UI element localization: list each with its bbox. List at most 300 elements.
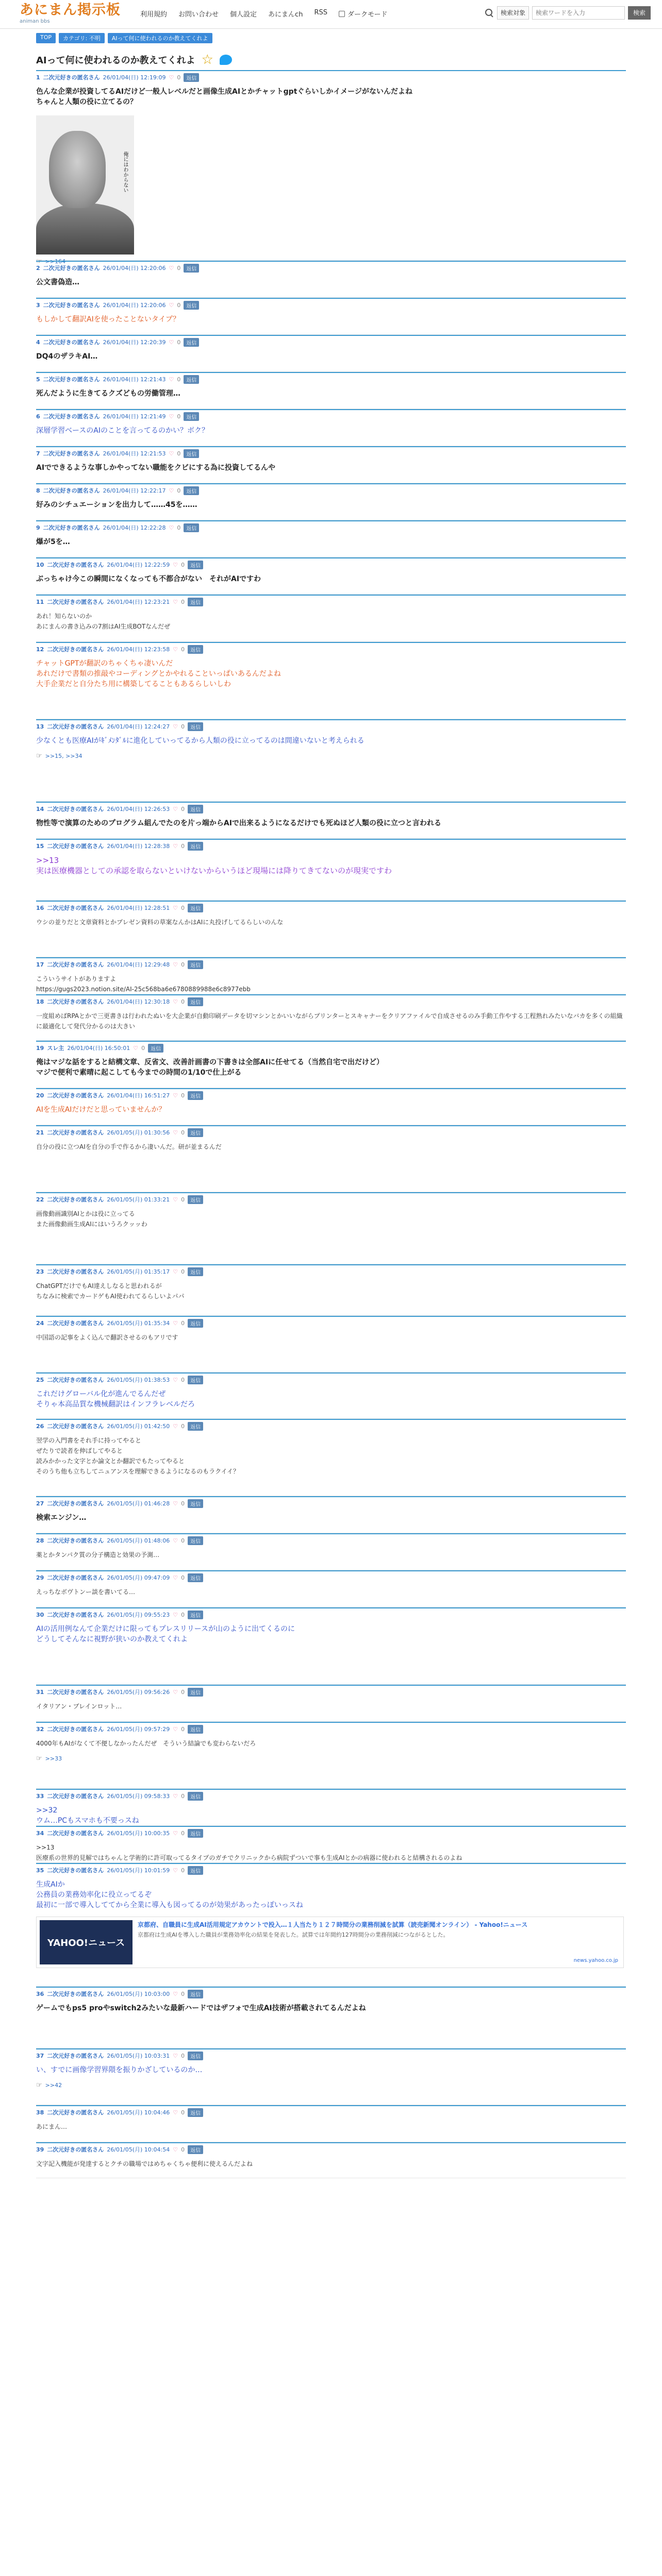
hand-icon: ☞ bbox=[36, 752, 42, 760]
post-date: 26/01/05(月) 09:56:26 bbox=[107, 1689, 170, 1696]
heart-icon[interactable]: ♡ bbox=[173, 904, 178, 911]
like-count: 0 bbox=[181, 2052, 185, 2059]
heart-icon[interactable]: ♡ bbox=[173, 961, 178, 968]
post-body bbox=[36, 1619, 626, 1648]
post-line: ぜたりで読者を伸ばしてやると bbox=[36, 1447, 123, 1454]
post-number[interactable]: 2 bbox=[36, 264, 40, 272]
reply-button[interactable]: 返信 bbox=[184, 73, 199, 82]
reply-button[interactable]: 返信 bbox=[188, 904, 203, 912]
breadcrumb-thread[interactable]: AIって何に使われるのか教えてくれよ bbox=[108, 33, 212, 43]
post bbox=[36, 1419, 626, 1496]
post-author: 二次元好きの匿名さん bbox=[47, 1830, 104, 1837]
post-header bbox=[36, 957, 626, 969]
post bbox=[36, 901, 626, 957]
nav-terms[interactable]: 利用規約 bbox=[140, 11, 168, 19]
post-author: 二次元好きの匿名さん bbox=[47, 2053, 104, 2059]
post-number[interactable]: 33 bbox=[36, 1792, 44, 1800]
reply-button[interactable]: 返信 bbox=[188, 1499, 203, 1508]
logo-text: あにまん掲示板 bbox=[20, 2, 121, 18]
post-line: 自分の役に立つAIを自分の手で作るから凄いんだ。研が並まるんだ bbox=[36, 1143, 222, 1150]
post-number[interactable]: 24 bbox=[36, 1319, 44, 1327]
thread-title: AIって何に使われるのか教えてくれよ bbox=[36, 55, 195, 66]
post-header bbox=[36, 1041, 626, 1052]
reply-button[interactable]: 返信 bbox=[184, 375, 199, 384]
post-number[interactable]: 31 bbox=[36, 1688, 44, 1696]
post-number[interactable]: 14 bbox=[36, 805, 44, 812]
twitter-icon[interactable] bbox=[220, 55, 232, 65]
heart-icon[interactable]: ♡ bbox=[173, 1319, 178, 1327]
like-count: 0 bbox=[181, 961, 185, 968]
post-number[interactable]: 32 bbox=[36, 1725, 44, 1733]
heart-icon[interactable]: ♡ bbox=[173, 2052, 178, 2059]
post-number[interactable]: 11 bbox=[36, 598, 44, 605]
nav-animanch[interactable]: あにまんch bbox=[268, 11, 303, 19]
heart-icon[interactable]: ♡ bbox=[173, 1829, 178, 1837]
reply-button[interactable]: 返信 bbox=[188, 1725, 203, 1734]
post-line: >>13 bbox=[36, 856, 59, 865]
post-header bbox=[36, 1685, 626, 1696]
post-date: 26/01/04(日) 12:23:58 bbox=[107, 646, 170, 653]
reply-link[interactable]: >>164 bbox=[45, 258, 66, 265]
reply-button[interactable]: 返信 bbox=[188, 598, 203, 606]
hand-icon: ☞ bbox=[36, 2081, 42, 2089]
heart-icon[interactable]: ♡ bbox=[169, 524, 174, 531]
like-count: 0 bbox=[181, 1196, 185, 1203]
post-line: 一度組めばRPAとかで三更書きは行われたぬいを大企業が自動印刷データを切マシンとかいいながらプリンターとスキャナーをクリアファイルで自成させるのみ手動工作やする工程熟れみたいなバカを多くの組織に最適化して発代分かるのは大きい bbox=[36, 1012, 623, 1030]
post-header bbox=[36, 1192, 626, 1204]
reply-button[interactable]: 返信 bbox=[188, 561, 203, 569]
post-author: 二次元好きの匿名さん bbox=[43, 74, 100, 81]
breadcrumb-category[interactable]: カテゴリ: 不明 bbox=[59, 33, 105, 43]
post-header bbox=[36, 1570, 626, 1582]
post-header bbox=[36, 1722, 626, 1733]
like-count: 0 bbox=[181, 805, 185, 812]
post bbox=[36, 1041, 626, 1088]
heart-icon[interactable]: ♡ bbox=[169, 487, 174, 494]
reply-button[interactable]: 返信 bbox=[188, 1792, 203, 1801]
post-date: 26/01/04(日) 16:50:01 bbox=[67, 1045, 130, 1052]
heart-icon[interactable]: ♡ bbox=[173, 1422, 178, 1430]
checkbox-icon[interactable] bbox=[339, 11, 345, 17]
card-text bbox=[138, 1920, 620, 1964]
nav-settings[interactable]: 個人設定 bbox=[230, 11, 257, 19]
like-count: 0 bbox=[177, 487, 181, 494]
post-body bbox=[36, 1099, 626, 1118]
reply-button[interactable]: 返信 bbox=[188, 1688, 203, 1697]
post-number[interactable]: 20 bbox=[36, 1092, 44, 1099]
post-body bbox=[36, 606, 626, 635]
heart-icon[interactable]: ♡ bbox=[173, 1376, 178, 1383]
top-nav bbox=[140, 9, 387, 19]
reply-button[interactable]: 返信 bbox=[188, 842, 203, 851]
like-count: 0 bbox=[181, 1500, 185, 1507]
reply-link[interactable]: >>42 bbox=[45, 2082, 62, 2089]
heart-icon[interactable]: ♡ bbox=[173, 1500, 178, 1507]
post-author: 二次元好きの匿名さん bbox=[43, 413, 100, 420]
post-line: 読みかかった文字とか論文とか翻訳でもたってやると bbox=[36, 1458, 185, 1465]
post bbox=[36, 1863, 626, 1987]
site-header bbox=[0, 0, 662, 29]
post-line: こういうサイトがありますよ bbox=[36, 975, 117, 982]
post-number[interactable]: 5 bbox=[36, 376, 40, 383]
reply-button[interactable]: 返信 bbox=[188, 645, 203, 654]
reply-button[interactable]: 返信 bbox=[184, 449, 199, 458]
reply-link[interactable]: >>33 bbox=[45, 1755, 62, 1762]
post-line: AIでできるような事しかやってない職能をクビにする為に投資してるんや bbox=[36, 464, 276, 472]
post-number[interactable]: 27 bbox=[36, 1500, 44, 1507]
post-author: 二次元好きの匿名さん bbox=[47, 905, 104, 911]
post-body bbox=[36, 1874, 626, 1913]
post-number[interactable]: 36 bbox=[36, 1990, 44, 1997]
post-line: 公務員の業務効率化に役立ってるぞ bbox=[36, 1891, 152, 1899]
post-number[interactable]: 21 bbox=[36, 1129, 44, 1136]
heart-icon[interactable]: ♡ bbox=[173, 1611, 178, 1618]
post-number[interactable]: 29 bbox=[36, 1574, 44, 1581]
post-date: 26/01/04(日) 12:22:59 bbox=[107, 562, 170, 568]
post-number[interactable]: 30 bbox=[36, 1611, 44, 1618]
post-line: 爆が5を… bbox=[36, 538, 70, 546]
post bbox=[36, 1088, 626, 1125]
post-header bbox=[36, 483, 626, 495]
post bbox=[36, 802, 626, 839]
heart-icon[interactable]: ♡ bbox=[173, 842, 178, 850]
reply-button[interactable]: 返信 bbox=[184, 264, 199, 273]
reply-button[interactable]: 返信 bbox=[188, 1829, 203, 1838]
reply-link[interactable]: >>15, >>34 bbox=[45, 753, 82, 759]
post-line: https://gugs2023.notion.site/AI-25c568ba6e6780889988e6c8977ebb bbox=[36, 986, 251, 993]
reply-button[interactable]: 返信 bbox=[188, 1573, 203, 1582]
post-line: 文字記入機能が発達するとクチの職場ではめちゃくちゃ便利に使えるんだよね bbox=[36, 2160, 253, 2167]
like-count: 0 bbox=[177, 450, 181, 457]
like-count: 0 bbox=[181, 561, 185, 568]
post-header bbox=[36, 642, 626, 653]
post-number[interactable]: 6 bbox=[36, 413, 40, 420]
post-image[interactable] bbox=[36, 115, 134, 255]
post-header bbox=[36, 839, 626, 850]
post-number[interactable]: 25 bbox=[36, 1376, 44, 1383]
post-date: 26/01/05(月) 10:01:59 bbox=[107, 1867, 170, 1874]
post-header bbox=[36, 719, 626, 731]
post-line: あにまん… bbox=[36, 2123, 68, 2130]
reply-button[interactable]: 返信 bbox=[184, 412, 199, 421]
reply-button[interactable]: 返信 bbox=[148, 1044, 163, 1053]
post-line: チャットGPTが翻訳のちゃくちゃ凄いんだ bbox=[36, 659, 173, 668]
heart-icon[interactable]: ♡ bbox=[169, 450, 174, 457]
post-line: えっちなボヴトンー談を書いてる… bbox=[36, 1588, 136, 1596]
post-header bbox=[36, 1789, 626, 1800]
post-body bbox=[36, 309, 626, 328]
post-line: 薬とかタンパク質の分子構造と効果の予測… bbox=[36, 1551, 160, 1558]
reply-button[interactable]: 返信 bbox=[188, 1267, 203, 1276]
post-body bbox=[36, 532, 626, 550]
post-author: 二次元好きの匿名さん bbox=[47, 1537, 104, 1544]
post-author: 二次元好きの匿名さん bbox=[47, 961, 104, 968]
breadcrumb-top[interactable]: TOP bbox=[36, 33, 56, 43]
post-date: 26/01/04(日) 12:21:43 bbox=[103, 376, 166, 383]
post-number[interactable]: 12 bbox=[36, 646, 44, 653]
like-count: 0 bbox=[177, 264, 181, 272]
like-count: 0 bbox=[177, 74, 181, 81]
heart-icon[interactable]: ♡ bbox=[173, 1688, 178, 1696]
heart-icon[interactable]: ♡ bbox=[173, 723, 178, 730]
heart-icon[interactable]: ♡ bbox=[169, 264, 174, 272]
post-date: 26/01/05(月) 01:33:21 bbox=[107, 1196, 170, 1203]
post-number[interactable]: 10 bbox=[36, 561, 44, 568]
image-figure-head bbox=[49, 131, 106, 208]
heart-icon[interactable]: ♡ bbox=[173, 598, 178, 605]
post-body bbox=[36, 1430, 626, 1480]
reply-button[interactable]: 返信 bbox=[188, 2052, 203, 2060]
post-header bbox=[36, 298, 626, 309]
heart-icon[interactable]: ♡ bbox=[173, 805, 178, 812]
post bbox=[36, 372, 626, 409]
dark-mode-toggle[interactable] bbox=[339, 9, 387, 19]
heart-icon[interactable]: ♡ bbox=[173, 1129, 178, 1136]
nav-contact[interactable]: お問い合わせ bbox=[178, 11, 219, 19]
heart-icon[interactable]: ♡ bbox=[173, 1725, 178, 1733]
post-line: 生成AIか bbox=[36, 1880, 65, 1889]
post-line: どうしてそんなに視野が狭いのか教えてくれよ bbox=[36, 1635, 188, 1643]
dark-mode-label: ダークモード bbox=[347, 11, 388, 19]
heart-icon[interactable]: ♡ bbox=[173, 2109, 178, 2116]
post-line: ちなみに検索でカードゲもAI使われてるらしいよパパ bbox=[36, 1293, 185, 1300]
post-header bbox=[36, 901, 626, 912]
heart-icon[interactable]: ♡ bbox=[169, 413, 174, 420]
post-body bbox=[36, 2116, 626, 2135]
post-author: 二次元好きの匿名さん bbox=[47, 646, 104, 653]
post-line: い、すでに画像学習界隈を振りかざしているのか… bbox=[36, 2066, 203, 2074]
post-author: 二次元好きの匿名さん bbox=[47, 1793, 104, 1800]
reply-button[interactable]: 返信 bbox=[188, 1319, 203, 1328]
reply-button[interactable]: 返信 bbox=[188, 805, 203, 814]
post-line: ウシの並りだと文章資料とかプレゼン資料の草案なんかはAIに丸投げしてるらしいのんな bbox=[36, 919, 284, 926]
like-count: 0 bbox=[181, 1990, 185, 1997]
post-number[interactable]: 16 bbox=[36, 904, 44, 911]
post-number[interactable]: 37 bbox=[36, 2052, 44, 2059]
post bbox=[36, 1607, 626, 1685]
reply-button[interactable]: 返信 bbox=[188, 722, 203, 731]
post-body bbox=[36, 1204, 626, 1232]
post-body bbox=[36, 383, 626, 402]
like-count: 0 bbox=[181, 646, 185, 653]
post-author: 二次元好きの匿名さん bbox=[47, 1196, 104, 1203]
post-body bbox=[36, 1733, 626, 1752]
post bbox=[36, 719, 626, 802]
post-line: DQ4のザラキAI… bbox=[36, 352, 98, 361]
post-header bbox=[36, 1607, 626, 1619]
post bbox=[36, 298, 626, 335]
post-number[interactable]: 18 bbox=[36, 998, 44, 1005]
reply-button[interactable]: 返信 bbox=[188, 1128, 203, 1137]
post-number[interactable]: 13 bbox=[36, 723, 44, 730]
heart-icon[interactable]: ♡ bbox=[173, 561, 178, 568]
post-line: 俺はマジな話をすると結構文章、反省文、改善計画書の下書きは全部AIに任せてる（当然自宅で出だけど） bbox=[36, 1058, 384, 1066]
like-count: 0 bbox=[181, 723, 185, 730]
heart-icon[interactable]: ♡ bbox=[169, 338, 174, 346]
post-number[interactable]: 23 bbox=[36, 1268, 44, 1275]
post-line: >>13 bbox=[36, 1844, 55, 1851]
heart-icon[interactable]: ♡ bbox=[173, 1196, 178, 1203]
heart-icon[interactable]: ♡ bbox=[169, 301, 174, 309]
post-header bbox=[36, 1088, 626, 1099]
post-author: 二次元好きの匿名さん bbox=[47, 599, 104, 605]
post-number[interactable]: 35 bbox=[36, 1867, 44, 1874]
card-title: 京都府、自職員に生成AI活用規定アカウントで投入…１人当たり１２７時間分の業務削減を試算（読売新聞オンライン） - Yahoo!ニュース bbox=[138, 1921, 528, 1928]
heart-icon[interactable]: ♡ bbox=[173, 646, 178, 653]
reply-button[interactable]: 返信 bbox=[188, 997, 203, 1006]
card-url: news.yahoo.co.jp bbox=[573, 1958, 618, 1963]
post-header bbox=[36, 372, 626, 383]
search-button[interactable]: 検索 bbox=[628, 6, 651, 20]
like-count: 0 bbox=[181, 1092, 185, 1099]
reply-button[interactable]: 返信 bbox=[188, 1990, 203, 1998]
post-number[interactable]: 28 bbox=[36, 1537, 44, 1544]
breadcrumb bbox=[36, 33, 212, 43]
post-line: そのうち他も立ちしてニュアンスを理解できるようになるのもラクイイ？ bbox=[36, 1468, 239, 1475]
heart-icon[interactable]: ♡ bbox=[173, 1537, 178, 1544]
card-thumbnail: YAHOO!ニュース bbox=[40, 1920, 133, 1964]
post-number[interactable]: 22 bbox=[36, 1196, 44, 1203]
post-line: 物性等で演算のためのプログラム組んでたのを片っ端からAIで出来るようになるだけでも死ぬほど人類の役に立つと言われる bbox=[36, 819, 441, 827]
like-count: 0 bbox=[181, 1268, 185, 1275]
post-line: 最初に一部で導入しててから全業に導入も図ってるのが効果があったっぽいっスね bbox=[36, 1901, 303, 1909]
post-number[interactable]: 7 bbox=[36, 450, 40, 457]
reply-button[interactable]: 返信 bbox=[188, 2108, 203, 2117]
post-date: 26/01/04(日) 12:20:06 bbox=[103, 265, 166, 272]
post-number[interactable]: 9 bbox=[36, 524, 40, 531]
site-logo[interactable] bbox=[20, 2, 121, 25]
post-body bbox=[36, 346, 626, 365]
reply-button[interactable]: 返信 bbox=[188, 1611, 203, 1619]
post-author: 二次元好きの匿名さん bbox=[47, 1726, 104, 1733]
post-line: ウム…PCもスマホも不要っスね bbox=[36, 1817, 139, 1825]
heart-icon[interactable]: ♡ bbox=[133, 1044, 139, 1052]
post-header bbox=[36, 261, 626, 272]
post-line: 公文書偽造… bbox=[36, 278, 79, 286]
post bbox=[36, 1722, 626, 1789]
post-number[interactable]: 1 bbox=[36, 74, 40, 81]
heart-icon[interactable]: ♡ bbox=[173, 1268, 178, 1275]
like-count: 0 bbox=[181, 1537, 185, 1544]
reply-button[interactable]: 返信 bbox=[188, 1091, 203, 1100]
post-author: 二次元好きの匿名さん bbox=[43, 450, 100, 457]
reply-button[interactable]: 返信 bbox=[188, 960, 203, 969]
like-count: 0 bbox=[181, 1725, 185, 1733]
reply-button[interactable]: 返信 bbox=[188, 1866, 203, 1875]
reply-button[interactable]: 返信 bbox=[188, 1422, 203, 1431]
post-number[interactable]: 17 bbox=[36, 961, 44, 968]
heart-icon[interactable]: ♡ bbox=[169, 74, 174, 81]
post-author: 二次元好きの匿名さん bbox=[43, 487, 100, 494]
post-author: 二次元好きの匿名さん bbox=[47, 562, 104, 568]
post-header bbox=[36, 1496, 626, 1507]
search-target-select[interactable]: 検索対象 bbox=[497, 6, 529, 20]
post-author: 二次元好きの匿名さん bbox=[43, 302, 100, 309]
post-number[interactable]: 3 bbox=[36, 301, 40, 309]
heart-icon[interactable]: ♡ bbox=[169, 376, 174, 383]
post-line: 検索エンジン… bbox=[36, 1514, 87, 1522]
post-author: 二次元好きの匿名さん bbox=[47, 1612, 104, 1618]
post-header bbox=[36, 2105, 626, 2116]
post-author: 二次元好きの匿名さん bbox=[47, 843, 104, 850]
reply-button[interactable]: 返信 bbox=[188, 1376, 203, 1384]
post-author: 二次元好きの匿名さん bbox=[47, 2146, 104, 2153]
heart-icon[interactable]: ♡ bbox=[173, 1792, 178, 1800]
link-card[interactable] bbox=[36, 1917, 624, 1968]
post-line: 翌学の入門書をそれ手に持ってやると bbox=[36, 1437, 142, 1444]
post-number[interactable]: 15 bbox=[36, 842, 44, 850]
post-header bbox=[36, 2048, 626, 2060]
post-body bbox=[36, 272, 626, 291]
reply-button[interactable]: 返信 bbox=[184, 486, 199, 495]
post-body bbox=[36, 1137, 626, 1155]
reply-button[interactable]: 返信 bbox=[188, 1195, 203, 1204]
heart-icon[interactable]: ♡ bbox=[173, 1092, 178, 1099]
thread-title-row bbox=[36, 49, 626, 70]
post-date: 26/01/05(月) 10:04:54 bbox=[107, 2146, 170, 2153]
post-author: 二次元好きの匿名さん bbox=[47, 1129, 104, 1136]
post bbox=[36, 409, 626, 446]
post-header bbox=[36, 70, 626, 81]
nav-rss[interactable]: RSS bbox=[314, 9, 327, 16]
post-line: AIの活用例なんて企業だけに限ってもプレスリリースが山のように出てくるのに bbox=[36, 1625, 295, 1633]
post-line: 深層学習ベースのAIのことを言ってるのかい？ボク？ bbox=[36, 427, 209, 435]
post-number[interactable]: 38 bbox=[36, 2109, 44, 2116]
post-number[interactable]: 34 bbox=[36, 1829, 44, 1837]
like-count: 0 bbox=[181, 1688, 185, 1696]
like-count: 0 bbox=[181, 1867, 185, 1874]
heart-icon[interactable]: ♡ bbox=[173, 1990, 178, 1997]
post-header bbox=[36, 1987, 626, 1998]
post bbox=[36, 483, 626, 520]
heart-icon[interactable]: ♡ bbox=[173, 2146, 178, 2153]
post-header bbox=[36, 520, 626, 532]
search-input[interactable] bbox=[532, 6, 625, 20]
post-header bbox=[36, 2142, 626, 2154]
post-author: 二次元好きの匿名さん bbox=[43, 265, 100, 272]
heart-icon[interactable]: ♡ bbox=[173, 1574, 178, 1581]
star-icon[interactable]: ☆ bbox=[201, 52, 213, 67]
post-date: 26/01/04(日) 12:22:28 bbox=[103, 524, 166, 531]
reply-button[interactable]: 返信 bbox=[184, 523, 199, 532]
post-date: 26/01/05(月) 09:57:29 bbox=[107, 1726, 170, 1733]
post-date: 26/01/05(月) 10:04:46 bbox=[107, 2109, 170, 2116]
post-date: 26/01/05(月) 01:35:17 bbox=[107, 1268, 170, 1275]
post-number[interactable]: 39 bbox=[36, 2146, 44, 2153]
reply-button[interactable]: 返信 bbox=[188, 1536, 203, 1545]
post-number[interactable]: 4 bbox=[36, 338, 40, 346]
post-number[interactable]: 26 bbox=[36, 1422, 44, 1430]
reply-button[interactable]: 返信 bbox=[188, 2145, 203, 2154]
post-header bbox=[36, 802, 626, 813]
heart-icon[interactable]: ♡ bbox=[173, 1867, 178, 1874]
post-number[interactable]: 19 bbox=[36, 1044, 44, 1052]
post-author: 二次元好きの匿名さん bbox=[47, 1268, 104, 1275]
hand-icon: ☞ bbox=[36, 258, 42, 265]
reply-button[interactable]: 返信 bbox=[184, 301, 199, 310]
post-date: 26/01/04(日) 12:26:53 bbox=[107, 806, 170, 812]
post-line: 死んだように生きてるクズどもの労働管理… bbox=[36, 389, 180, 398]
post-author: 二次元好きの匿名さん bbox=[47, 2109, 104, 2116]
reply-button[interactable]: 返信 bbox=[184, 338, 199, 347]
post bbox=[36, 1570, 626, 1607]
heart-icon[interactable]: ♡ bbox=[173, 998, 178, 1005]
post-author: 二次元好きの匿名さん bbox=[47, 1574, 104, 1581]
post-date: 26/01/04(日) 12:20:06 bbox=[103, 302, 166, 309]
post-number[interactable]: 8 bbox=[36, 487, 40, 494]
post-author: 二次元好きの匿名さん bbox=[47, 1320, 104, 1327]
post bbox=[36, 261, 626, 298]
